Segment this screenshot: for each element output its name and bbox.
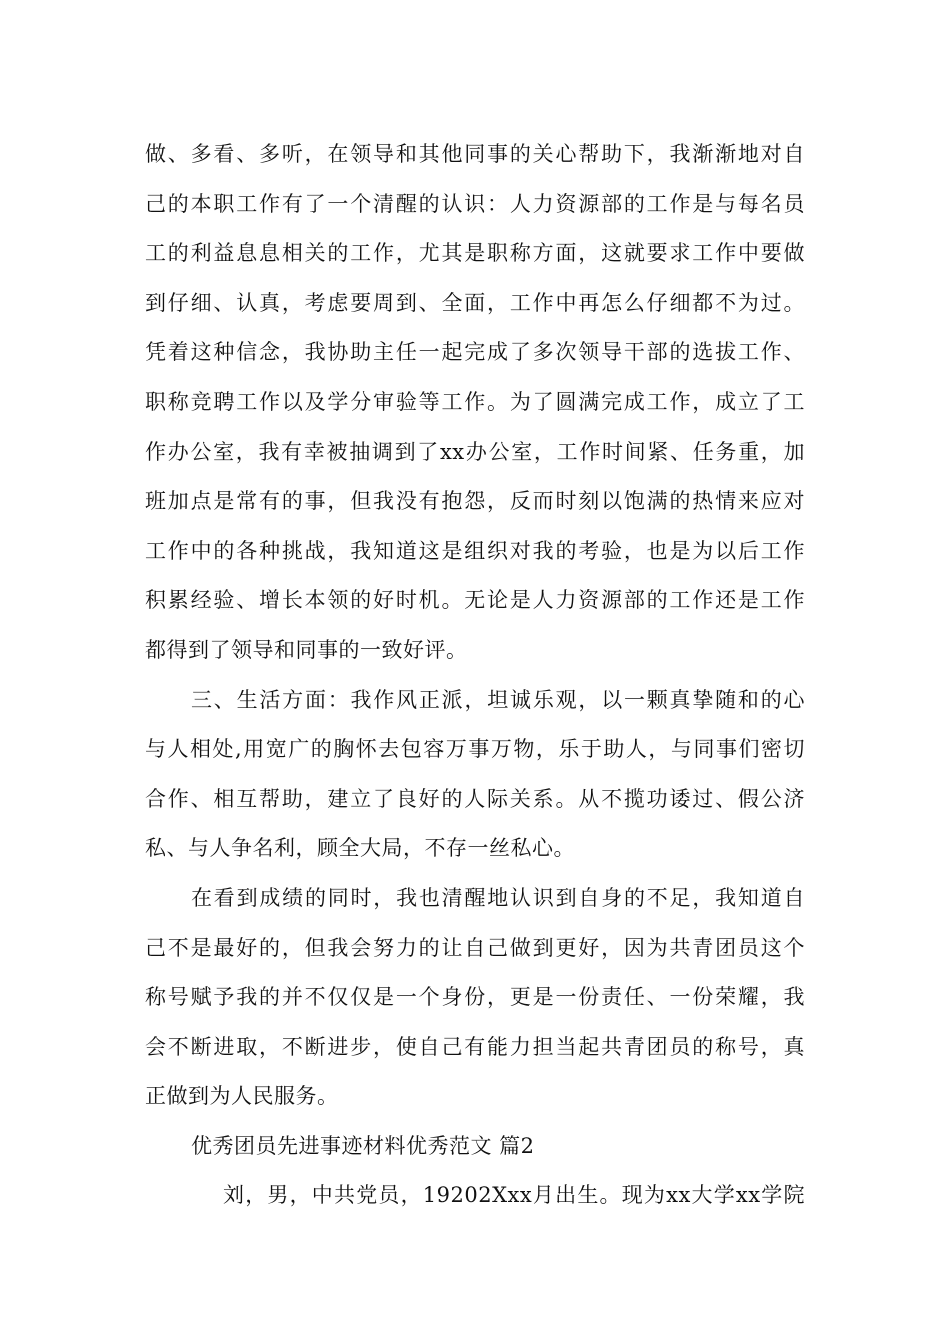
text-line: 私、与人争名利，顾全大局，不存一丝私心。 bbox=[145, 836, 575, 861]
paragraph-life bbox=[145, 676, 805, 874]
text-line: 己不是最好的，但我会努力的让自己做到更好，因为共青团员这个 bbox=[145, 935, 805, 960]
text-line: 工的利益息息相关的工作，尤其是职称方面，这就要求工作中要做 bbox=[145, 241, 805, 266]
text-line: 凭着这种信念，我协助主任一起完成了多次领导干部的选拔工作、 bbox=[145, 340, 805, 365]
text-line: 己的本职工作有了一个清醒的认识：人力资源部的工作是与每名员 bbox=[145, 191, 805, 216]
text-line: 会不断进取，不断进步，使自己有能力担当起共青团员的称号，真 bbox=[145, 1034, 805, 1059]
text-line: 都得到了领导和同事的一致好评。 bbox=[145, 637, 468, 662]
paragraph-work bbox=[145, 130, 805, 676]
text-line: 在看到成绩的同时，我也清醒地认识到自身的不足，我知道自 bbox=[191, 885, 805, 910]
text-line: 三、生活方面：我作风正派，坦诚乐观，以一颗真挚随和的心 bbox=[191, 687, 805, 712]
text-line: 刘，男，中共党员，19202Xxx月出生。现为xx大学xx学院 bbox=[223, 1183, 805, 1208]
text-line: 正做到为人民服务。 bbox=[145, 1084, 339, 1109]
text-line: 积累经验、增长本领的好时机。无论是人力资源部的工作还是工作 bbox=[145, 588, 805, 613]
text-line: 职称竞聘工作以及学分审验等工作。为了圆满完成工作，成立了工 bbox=[145, 389, 805, 414]
text-line: 称号赋予我的并不仅仅是一个身份，更是一份责任、一份荣耀，我 bbox=[145, 985, 805, 1010]
text-line: 做、多看、多听，在领导和其他同事的关心帮助下，我渐渐地对自 bbox=[145, 142, 805, 166]
text-line: 到仔细、认真，考虑要周到、全面，工作中再怎么仔细都不为过。 bbox=[145, 290, 805, 315]
text-line: 班加点是常有的事，但我没有抱怨，反而时刻以饱满的热情来应对 bbox=[145, 489, 805, 514]
document-body bbox=[145, 130, 805, 1221]
section-heading: 优秀团员先进事迹材料优秀范文 篇2 bbox=[191, 1133, 535, 1158]
text-line: 合作、相互帮助，建立了良好的人际关系。从不揽功诿过、假公济 bbox=[145, 786, 805, 811]
text-line: 作办公室，我有幸被抽调到了xx办公室，工作时间紧、任务重，加 bbox=[145, 439, 805, 464]
text-line: 与人相处,用宽广的胸怀去包容万事万物，乐于助人，与同事们密切 bbox=[145, 737, 805, 762]
paragraph-reflection bbox=[145, 874, 805, 1122]
paragraph-intro bbox=[145, 1171, 805, 1221]
text-line: 工作中的各种挑战，我知道这是组织对我的考验，也是为以后工作 bbox=[145, 538, 805, 563]
